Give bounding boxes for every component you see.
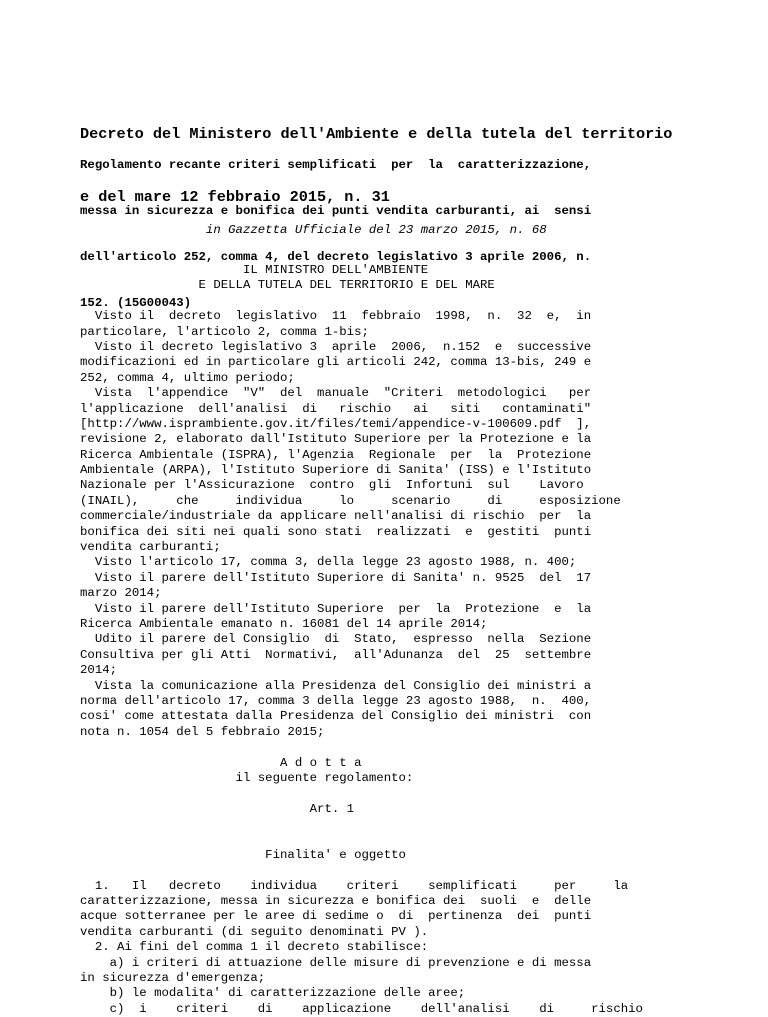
body-line: Visto il decreto legislativo 11 febbraio 1998, n. 32 e, in [80, 309, 592, 324]
body-line: 2. Ai fini del comma 1 il decreto stabilisce: [80, 940, 429, 955]
body-line: particolare, l'articolo 2, comma 1-bis; [80, 324, 369, 339]
body-line: (INAIL), che individua lo scenario di esposizione [80, 493, 621, 508]
body-line: Consultiva per gli Atti Normativi, all'Adunanza del 25 settembre [80, 647, 592, 662]
body-line: c) i criteri di applicazione dell'analisi di rischio [80, 1001, 643, 1016]
body-line: Finalita' e oggetto [80, 847, 406, 862]
body-line: acque sotterranee per le aree di sedime o di pertinenza dei punti [80, 909, 592, 924]
body-line [80, 786, 643, 801]
title-line: e del mare 12 febbraio 2015, n. 31 [80, 188, 390, 206]
body-line: revisione 2, elaborato dall'Istituto Superiore per la Protezione e la [80, 432, 592, 447]
body-line: Udito il parere del Consiglio di Stato, espresso nella Sezione [80, 632, 592, 647]
body-line: modificazioni ed in particolare gli articoli 242, comma 13-bis, 249 e [80, 355, 592, 370]
subtitle-line: dell'articolo 252, comma 4, del decreto legislativo 3 aprile 2006, n. [80, 250, 592, 265]
body-line: il seguente regolamento: [80, 770, 414, 785]
body-line: [http://www.isprambiente.gov.it/files/temi/appendice-v-100609.pdf ], [80, 416, 592, 431]
body-line: Ambientale (ARPA), l'Istituto Superiore di Sanita' (ISS) e l'Istituto [80, 463, 592, 478]
body-line: Vista l'appendice "V" del manuale "Criteri metodologici per [80, 386, 592, 401]
body-line: 252, comma 4, ultimo periodo; [80, 370, 295, 385]
body-line: bonifica dei siti nei quali sono stati realizzati e gestiti punti [80, 524, 592, 539]
gazzetta-line: in Gazzetta Ufficiale del 23 marzo 2015, n. 68 [80, 222, 547, 237]
body-line: Visto l'articolo 17, comma 3, della legge 23 agosto 1988, n. 400; [80, 555, 577, 570]
body-line: b) le modalita' di caratterizzazione delle aree; [80, 986, 466, 1001]
body-line [80, 740, 643, 755]
body-line: marzo 2014; [80, 586, 162, 601]
body-line: Art. 1 [80, 801, 355, 816]
body-line: cosi' come attestata dalla Presidenza del Consiglio dei ministri con [80, 709, 592, 724]
body-line: vendita carburanti (di seguito denominati PV ). [80, 924, 429, 939]
body-line: IL MINISTRO DELL'AMBIENTE [80, 263, 429, 277]
body-line: l'applicazione dell'analisi di rischio ai siti contaminati" [80, 401, 592, 416]
subtitle-line: messa in sicurezza e bonifica dei punti vendita carburanti, ai sensi [80, 204, 592, 219]
body-line: Visto il decreto legislativo 3 aprile 2006, n.152 e successive [80, 339, 592, 354]
subtitle-line: Regolamento recante criteri semplificati per la caratterizzazione, [80, 157, 592, 172]
body-line: Visto il parere dell'Istituto Superiore per la Protezione e la [80, 601, 592, 616]
body-line: caratterizzazione, messa in sicurezza e bonifica dei suoli e delle [80, 894, 592, 909]
gazzetta-reference [80, 192, 547, 269]
body-line: commerciale/industriale da applicare nell'analisi di rischio per la [80, 509, 592, 524]
body-line: Ricerca Ambientale emanato n. 16081 del 14 aprile 2014; [80, 616, 488, 631]
body-line [80, 832, 643, 847]
body-line: in sicurezza d'emergenza; [80, 970, 266, 985]
body-line: Ricerca Ambientale (ISPRA), l'Agenzia Regionale per la Protezione [80, 447, 592, 462]
body-line: nota n. 1054 del 5 febbraio 2015; [80, 724, 325, 739]
body-line: Visto il parere dell'Istituto Superiore di Sanita' n. 9525 del 17 [80, 570, 592, 585]
body-line: A d o t t a [80, 755, 362, 770]
body-line [80, 817, 643, 832]
body-line: 2014; [80, 663, 118, 678]
body-line: E DELLA TUTELA DEL TERRITORIO E DEL MARE [80, 278, 495, 293]
body-line: vendita carburanti; [80, 540, 221, 555]
body-line: Vista la comunicazione alla Presidenza del Consiglio dei ministri a [80, 678, 592, 693]
body-line [80, 863, 643, 878]
subtitle-line: 152. (15G00043) [80, 296, 192, 311]
body-line: Nazionale per l'Assicurazione contro gli Infortuni sul Lavoro [80, 478, 584, 493]
body-line: a) i criteri di attuazione delle misure di prevenzione e di messa [80, 955, 592, 970]
decree-body [80, 263, 643, 1017]
body-line: 1. Il decreto individua criteri semplificati per la [80, 878, 629, 893]
title-line: Decreto del Ministero dell'Ambiente e della tutela del territorio [80, 125, 673, 143]
body-line [80, 294, 643, 309]
body-line: norma dell'articolo 17, comma 3 della legge 23 agosto 1988, n. 400, [80, 693, 592, 708]
